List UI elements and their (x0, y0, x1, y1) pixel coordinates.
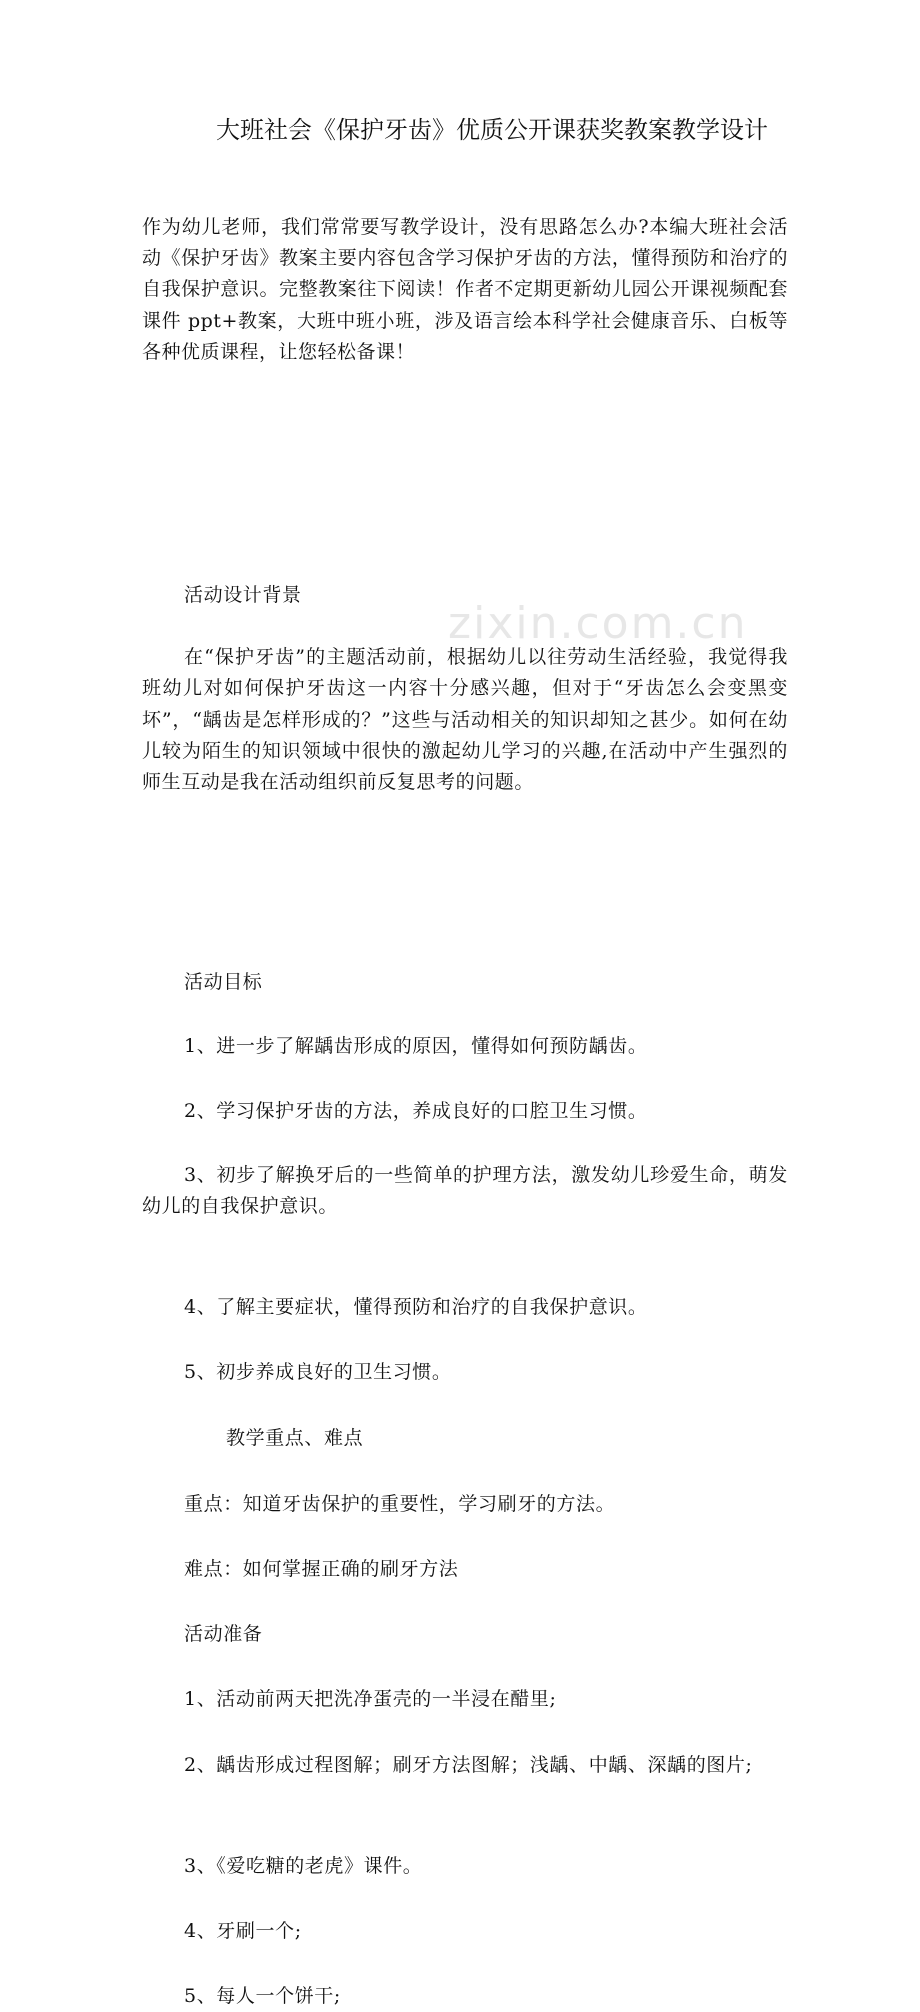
prep-item-1: 1、活动前两天把洗净蛋壳的一半浸在醋里; (184, 1688, 557, 1711)
background-paragraph: 在“保护牙齿”的主题活动前，根据幼儿以往劳动生活经验，我觉得我班幼儿对如何保护牙齿这一内容十分感兴趣，但对于“牙齿怎么会变黑变坏”，“龋齿是怎样形成的？”这些与活动相关的知识却知之甚少。如何在幼儿较为陌生的知识领域中很快的激起幼儿学习的兴趣,在活动中产生强烈的师生互动是我在活动组织前反复思考的问题。 (142, 646, 788, 794)
goal-item-2: 2、学习保护牙齿的方法，养成良好的口腔卫生习惯。 (184, 1099, 648, 1122)
goal-item-1: 1、进一步了解龋齿形成的原因，懂得如何预防龋齿。 (184, 1035, 648, 1058)
prep-item-4: 4、牙刷一个; (184, 1920, 302, 1943)
document-title: 大班社会《保护牙齿》优质公开课获奖教案教学设计 (216, 116, 768, 144)
prep-item-2: 2、龋齿形成过程图解；刷牙方法图解；浅龋、中龋、深龋的图片; (184, 1753, 753, 1776)
goals-heading: 活动目标 (184, 971, 263, 994)
key-points-heading: 教学重点、难点 (226, 1426, 364, 1449)
key-point: 重点：知道牙齿保护的重要性，学习刷牙的方法。 (184, 1492, 616, 1515)
intro-paragraph: 作为幼儿老师，我们常常要写教学设计，没有思路怎么办?本编大班社会活动《保护牙齿》教案主要内容包含学习保护牙齿的方法，懂得预防和治疗的自我保护意识。完整教案往下阅读！作者不定期更新幼儿园公开课视频配套课件 ppt+教案，大班中班小班，涉及语言绘本科学社会健康音乐、白板等各种优质课程，让您轻松备课！ (142, 216, 788, 363)
prep-item-5: 5、每人一个饼干; (184, 1985, 341, 2008)
goal-item-3: 3、初步了解换牙后的一些简单的护理方法，激发幼儿珍爱生命，萌发幼儿的自我保护意识。 (142, 1163, 788, 1218)
background-heading: 活动设计背景 (184, 584, 302, 607)
preparation-heading: 活动准备 (184, 1623, 263, 1646)
watermark: zixin.com.cn (448, 598, 748, 649)
prep-item-3: 3、《爱吃糖的老虎》课件。 (184, 1854, 423, 1877)
goal-item-5: 5、初步养成良好的卫生习惯。 (184, 1361, 452, 1384)
difficulty-point: 难点：如何掌握正确的刷牙方法 (184, 1558, 459, 1581)
goal-item-4: 4、了解主要症状，懂得预防和治疗的自我保护意识。 (184, 1296, 648, 1319)
